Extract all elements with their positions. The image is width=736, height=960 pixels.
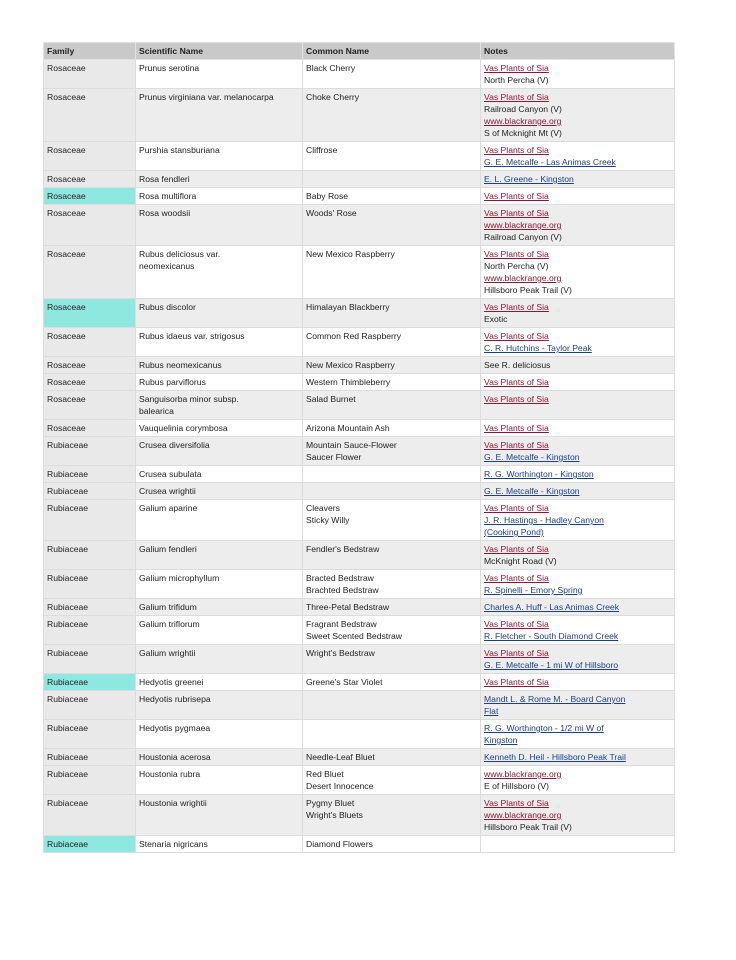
note-link[interactable]: Mandt L. & Rome M. - Board Canyon	[484, 694, 626, 704]
family-cell: Rubiaceae	[44, 500, 136, 541]
family-cell: Rosaceae	[44, 142, 136, 171]
scientific-name-cell	[136, 466, 303, 483]
note-link[interactable]: Vas Plants of Sia	[484, 145, 549, 155]
scientific-name-cell	[136, 749, 303, 766]
note-link[interactable]: www.blackrange.org	[484, 769, 562, 779]
common-name-cell-line: Fendler's Bedstraw	[306, 544, 380, 554]
note-link[interactable]: www.blackrange.org	[484, 810, 562, 820]
note-link[interactable]: R. Spinelli - Emory Spring	[484, 585, 583, 595]
scientific-name-cell	[136, 599, 303, 616]
scientific-name-cell-line: Hedyotis rubrisepa	[139, 694, 211, 704]
common-name-cell-line: Pygmy Bluet	[306, 798, 355, 808]
scientific-name-cell-line: Crusea wrightii	[139, 486, 196, 496]
scientific-name-cell-line: Prunus virginiana var. melanocarpa	[139, 92, 274, 102]
note-text: E of Hillsboro (V)	[484, 781, 549, 791]
scientific-name-cell	[136, 616, 303, 645]
header-family: Family	[44, 43, 136, 60]
family-cell: Rosaceae	[44, 89, 136, 142]
family-cell: Rosaceae	[44, 420, 136, 437]
notes-cell	[481, 749, 675, 766]
family-cell: Rosaceae	[44, 374, 136, 391]
common-name-cell-line: Wright's Bluets	[306, 810, 363, 820]
common-name-cell	[303, 420, 481, 437]
family-cell: Rubiaceae	[44, 766, 136, 795]
notes-cell	[481, 599, 675, 616]
common-name-cell-line: Common Red Raspberry	[306, 331, 402, 341]
scientific-name-cell-line: Galium trifidum	[139, 602, 197, 612]
common-name-cell-line: Wright's Bedstraw	[306, 648, 375, 658]
notes-cell	[481, 246, 675, 299]
note-text: North Percha (V)	[484, 75, 549, 85]
notes-cell	[481, 89, 675, 142]
note-link[interactable]: Vas Plants of Sia	[484, 423, 549, 433]
table-row	[44, 188, 675, 205]
scientific-name-cell-line: Rubus neomexicanus	[139, 360, 222, 370]
note-link[interactable]: J. R. Hastings - Hadley Canyon	[484, 515, 604, 525]
common-name-cell-line: Salad Burnet	[306, 394, 356, 404]
scientific-name-cell-line: Galium microphyllum	[139, 573, 220, 583]
family-cell: Rosaceae	[44, 299, 136, 328]
common-name-cell	[303, 205, 481, 246]
common-name-cell-line: Himalayan Blackberry	[306, 302, 390, 312]
family-cell: Rubiaceae	[44, 836, 136, 853]
family-cell: Rubiaceae	[44, 483, 136, 500]
table-row	[44, 749, 675, 766]
note-link[interactable]: R. G. Worthington - 1/2 mi W of	[484, 723, 604, 733]
common-name-cell	[303, 599, 481, 616]
scientific-name-cell-line: Galium fendleri	[139, 544, 197, 554]
note-text: Hillsboro Peak Trail (V)	[484, 285, 572, 295]
family-cell: Rosaceae	[44, 188, 136, 205]
scientific-name-cell-line: Rubus deliciosus var.	[139, 249, 221, 259]
scientific-name-cell	[136, 483, 303, 500]
scientific-name-cell-line: Crusea diversifolia	[139, 440, 210, 450]
table-row	[44, 616, 675, 645]
family-cell: Rubiaceae	[44, 599, 136, 616]
note-link[interactable]: Vas Plants of Sia	[484, 249, 549, 259]
common-name-cell-line: New Mexico Raspberry	[306, 249, 395, 259]
table-row	[44, 541, 675, 570]
common-name-cell	[303, 171, 481, 188]
scientific-name-cell-line: Rosa woodsii	[139, 208, 191, 218]
scientific-name-cell	[136, 142, 303, 171]
common-name-cell-line: Mountain Sauce-Flower	[306, 440, 397, 450]
scientific-name-cell-line: Stenaria nigricans	[139, 839, 208, 849]
table-row	[44, 374, 675, 391]
table-row	[44, 766, 675, 795]
table-row	[44, 171, 675, 188]
note-link[interactable]: Vas Plants of Sia	[484, 63, 549, 73]
family-cell: Rubiaceae	[44, 720, 136, 749]
scientific-name-cell-line: Rubus parviflorus	[139, 377, 206, 387]
family-cell: Rosaceae	[44, 205, 136, 246]
common-name-cell	[303, 766, 481, 795]
notes-cell	[481, 720, 675, 749]
notes-cell	[481, 357, 675, 374]
common-name-cell-line: Western Thimbleberry	[306, 377, 391, 387]
common-name-cell-line: New Mexico Raspberry	[306, 360, 395, 370]
family-cell: Rosaceae	[44, 391, 136, 420]
scientific-name-cell	[136, 720, 303, 749]
scientific-name-cell-line: Crusea subulata	[139, 469, 202, 479]
family-cell: Rosaceae	[44, 60, 136, 89]
scientific-name-cell-line: Purshia stansburiana	[139, 145, 220, 155]
table-row	[44, 142, 675, 171]
family-cell: Rosaceae	[44, 328, 136, 357]
common-name-cell-line: Woods' Rose	[306, 208, 357, 218]
common-name-cell	[303, 500, 481, 541]
table-row	[44, 570, 675, 599]
notes-cell	[481, 299, 675, 328]
common-name-cell	[303, 246, 481, 299]
common-name-cell	[303, 188, 481, 205]
notes-cell	[481, 500, 675, 541]
common-name-cell-line: Saucer Flower	[306, 452, 362, 462]
common-name-cell	[303, 466, 481, 483]
notes-cell	[481, 328, 675, 357]
note-text: Railroad Canyon (V)	[484, 232, 562, 242]
notes-cell	[481, 691, 675, 720]
notes-cell	[481, 142, 675, 171]
table-row	[44, 599, 675, 616]
notes-cell	[481, 171, 675, 188]
note-link[interactable]: Vas Plants of Sia	[484, 208, 549, 218]
common-name-cell-line: Cleavers	[306, 503, 340, 513]
table-row	[44, 391, 675, 420]
note-link[interactable]: Vas Plants of Sia	[484, 573, 549, 583]
common-name-cell	[303, 674, 481, 691]
notes-cell	[481, 420, 675, 437]
common-name-cell-line: Red Bluet	[306, 769, 344, 779]
note-link[interactable]: Vas Plants of Sia	[484, 377, 549, 387]
note-link[interactable]: C. R. Hutchins - Taylor Peak	[484, 343, 592, 353]
scientific-name-cell	[136, 205, 303, 246]
table-row	[44, 246, 675, 299]
notes-cell	[481, 616, 675, 645]
notes-cell	[481, 205, 675, 246]
common-name-cell-line: Arizona Mountain Ash	[306, 423, 390, 433]
common-name-cell-line: Three-Petal Bedstraw	[306, 602, 390, 612]
note-link[interactable]: Vas Plants of Sia	[484, 798, 549, 808]
note-text: S of Mcknight Mt (V)	[484, 128, 562, 138]
notes-cell	[481, 374, 675, 391]
scientific-name-cell	[136, 541, 303, 570]
common-name-cell-line: Cliffrose	[306, 145, 338, 155]
note-link[interactable]: www.blackrange.org	[484, 273, 562, 283]
note-link[interactable]: www.blackrange.org	[484, 116, 562, 126]
scientific-name-cell-line: Houstonia rubra	[139, 769, 201, 779]
table-row	[44, 500, 675, 541]
note-text: North Percha (V)	[484, 261, 549, 271]
notes-cell	[481, 570, 675, 599]
common-name-cell-line: Desert Innocence	[306, 781, 374, 791]
scientific-name-cell	[136, 171, 303, 188]
family-cell: Rubiaceae	[44, 795, 136, 836]
scientific-name-cell	[136, 328, 303, 357]
notes-cell	[481, 541, 675, 570]
table-row	[44, 205, 675, 246]
notes-cell	[481, 645, 675, 674]
note-link[interactable]: Kingston	[484, 735, 518, 745]
notes-cell	[481, 836, 675, 853]
table-row	[44, 795, 675, 836]
scientific-name-cell	[136, 391, 303, 420]
notes-cell	[481, 795, 675, 836]
common-name-cell-line: Needle-Leaf Bluet	[306, 752, 375, 762]
note-link[interactable]: www.blackrange.org	[484, 220, 562, 230]
common-name-cell	[303, 691, 481, 720]
common-name-cell-line: Sweet Scented Bedstraw	[306, 631, 403, 641]
notes-cell	[481, 483, 675, 500]
scientific-name-cell	[136, 188, 303, 205]
scientific-name-cell	[136, 836, 303, 853]
scientific-name-cell-line: Houstonia wrightii	[139, 798, 207, 808]
scientific-name-cell	[136, 674, 303, 691]
note-link[interactable]: Flat	[484, 706, 499, 716]
common-name-cell-line: Fragrant Bedstraw	[306, 619, 377, 629]
scientific-name-cell	[136, 299, 303, 328]
note-text: McKnight Road (V)	[484, 556, 557, 566]
note-link[interactable]: G. E. Metcalfe - Kingston	[484, 452, 580, 462]
common-name-cell	[303, 795, 481, 836]
family-cell: Rubiaceae	[44, 674, 136, 691]
family-cell: Rubiaceae	[44, 691, 136, 720]
notes-cell	[481, 466, 675, 483]
note-link[interactable]: Vas Plants of Sia	[484, 544, 549, 554]
header-row	[44, 43, 675, 60]
common-name-cell	[303, 570, 481, 599]
common-name-cell-line: Bracted Bedstraw	[306, 573, 374, 583]
table-row	[44, 60, 675, 89]
scientific-name-cell-line: Rubus discolor	[139, 302, 196, 312]
common-name-cell	[303, 836, 481, 853]
common-name-cell	[303, 328, 481, 357]
family-cell: Rosaceae	[44, 357, 136, 374]
note-link[interactable]: G. E. Metcalfe - Las Animas Creek	[484, 157, 616, 167]
scientific-name-cell	[136, 357, 303, 374]
note-text: See R. deliciosus	[484, 360, 551, 370]
scientific-name-cell-line: Houstonia acerosa	[139, 752, 211, 762]
scientific-name-cell-line: Galium triflorum	[139, 619, 200, 629]
common-name-cell-line: Black Cherry	[306, 63, 356, 73]
scientific-name-cell	[136, 795, 303, 836]
note-link[interactable]: G. E. Metcalfe - 1 mi W of Hillsboro	[484, 660, 619, 670]
scientific-name-cell	[136, 60, 303, 89]
table-row	[44, 420, 675, 437]
common-name-cell	[303, 720, 481, 749]
scientific-name-cell-line: Rosa fendleri	[139, 174, 190, 184]
note-link[interactable]: Vas Plants of Sia	[484, 92, 549, 102]
scientific-name-cell-line: Rubus idaeus var. strigosus	[139, 331, 245, 341]
family-cell: Rosaceae	[44, 246, 136, 299]
family-cell: Rubiaceae	[44, 749, 136, 766]
scientific-name-cell-line: Rosa multiflora	[139, 191, 197, 201]
table-row	[44, 299, 675, 328]
table-row	[44, 836, 675, 853]
common-name-cell	[303, 645, 481, 674]
notes-cell	[481, 766, 675, 795]
note-text: Railroad Canyon (V)	[484, 104, 562, 114]
note-link[interactable]: Vas Plants of Sia	[484, 648, 549, 658]
table-row	[44, 674, 675, 691]
notes-cell	[481, 437, 675, 466]
notes-cell	[481, 674, 675, 691]
note-link[interactable]: (Cooking Pond)	[484, 527, 544, 537]
scientific-name-cell	[136, 437, 303, 466]
scientific-name-cell-line: Prunus serotina	[139, 63, 200, 73]
family-cell: Rubiaceae	[44, 466, 136, 483]
note-link[interactable]: Vas Plants of Sia	[484, 619, 549, 629]
note-link[interactable]: Vas Plants of Sia	[484, 191, 549, 201]
header-scientific-name: Scientific Name	[136, 43, 303, 60]
table-row	[44, 645, 675, 674]
table-row	[44, 691, 675, 720]
note-text: Hillsboro Peak Trail (V)	[484, 822, 572, 832]
note-link[interactable]: Vas Plants of Sia	[484, 677, 549, 687]
family-cell: Rubiaceae	[44, 570, 136, 599]
scientific-name-cell	[136, 691, 303, 720]
note-link[interactable]: Vas Plants of Sia	[484, 331, 549, 341]
common-name-cell-line: Baby Rose	[306, 191, 349, 201]
table-row	[44, 720, 675, 749]
scientific-name-cell	[136, 420, 303, 437]
notes-cell	[481, 188, 675, 205]
common-name-cell	[303, 391, 481, 420]
scientific-name-cell-line: Galium aparine	[139, 503, 198, 513]
table-row	[44, 89, 675, 142]
scientific-name-cell-line: balearica	[139, 406, 174, 416]
family-cell: Rubiaceae	[44, 645, 136, 674]
scientific-name-cell-line: Vauquelinia corymbosa	[139, 423, 228, 433]
header-notes: Notes	[481, 43, 675, 60]
table-row	[44, 437, 675, 466]
table-row	[44, 328, 675, 357]
note-link[interactable]: Charles A. Huff - Las Animas Creek	[484, 602, 620, 612]
scientific-name-cell-line: Sanguisorba minor subsp.	[139, 394, 239, 404]
common-name-cell-line: Sticky Willy	[306, 515, 350, 525]
note-link[interactable]: R. G. Worthington - Kingston	[484, 469, 594, 479]
table-row	[44, 357, 675, 374]
note-link[interactable]: E. L. Greene - Kingston	[484, 174, 574, 184]
common-name-cell	[303, 541, 481, 570]
family-cell: Rubiaceae	[44, 616, 136, 645]
common-name-cell	[303, 142, 481, 171]
common-name-cell-line: Choke Cherry	[306, 92, 360, 102]
common-name-cell	[303, 437, 481, 466]
common-name-cell	[303, 60, 481, 89]
family-cell: Rubiaceae	[44, 541, 136, 570]
note-text: Exotic	[484, 314, 508, 324]
scientific-name-cell	[136, 89, 303, 142]
common-name-cell-line: Greene's Star Violet	[306, 677, 383, 687]
common-name-cell	[303, 357, 481, 374]
common-name-cell	[303, 483, 481, 500]
notes-cell	[481, 60, 675, 89]
common-name-cell	[303, 616, 481, 645]
note-link[interactable]: Vas Plants of Sia	[484, 440, 549, 450]
note-link[interactable]: Vas Plants of Sia	[484, 302, 549, 312]
scientific-name-cell	[136, 500, 303, 541]
note-link[interactable]: G. E. Metcalfe - Kingston	[484, 486, 580, 496]
common-name-cell	[303, 749, 481, 766]
header-common-name: Common Name	[303, 43, 481, 60]
common-name-cell	[303, 374, 481, 391]
plant-table	[43, 42, 675, 853]
table-row	[44, 466, 675, 483]
common-name-cell-line: Brachted Bedstraw	[306, 585, 379, 595]
family-cell: Rosaceae	[44, 171, 136, 188]
notes-cell	[481, 391, 675, 420]
note-link[interactable]: Kenneth D. Heil - Hillsboro Peak Trail	[484, 752, 626, 762]
scientific-name-cell-line: Hedyotis greenei	[139, 677, 204, 687]
scientific-name-cell	[136, 374, 303, 391]
scientific-name-cell-line: Hedyotis pygmaea	[139, 723, 211, 733]
note-link[interactable]: R. Fletcher - South Diamond Creek	[484, 631, 619, 641]
scientific-name-cell	[136, 766, 303, 795]
scientific-name-cell	[136, 570, 303, 599]
table-row	[44, 483, 675, 500]
family-cell: Rubiaceae	[44, 437, 136, 466]
scientific-name-cell-line: neomexicanus	[139, 261, 195, 271]
scientific-name-cell-line: Galium wrightii	[139, 648, 196, 658]
scientific-name-cell	[136, 645, 303, 674]
common-name-cell	[303, 89, 481, 142]
common-name-cell-line: Diamond Flowers	[306, 839, 373, 849]
scientific-name-cell	[136, 246, 303, 299]
note-link[interactable]: Vas Plants of Sia	[484, 503, 549, 513]
common-name-cell	[303, 299, 481, 328]
note-link[interactable]: Vas Plants of Sia	[484, 394, 549, 404]
